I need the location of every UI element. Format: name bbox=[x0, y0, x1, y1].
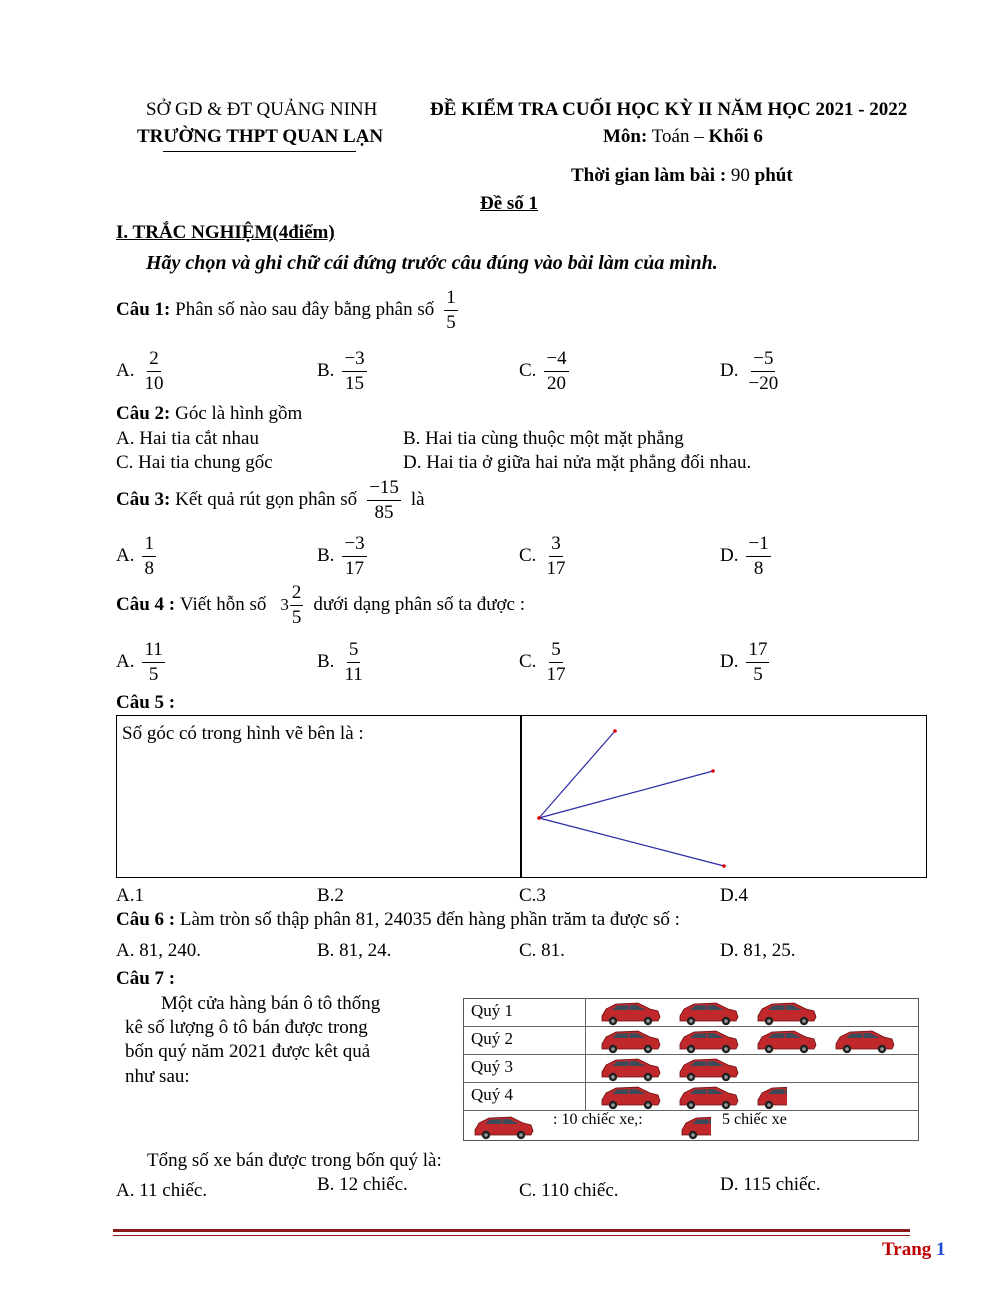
q4-whole: 3 bbox=[280, 595, 289, 614]
q7-option-c[interactable]: C. 110 chiếc. bbox=[519, 1180, 619, 1201]
time-value: 90 bbox=[730, 165, 750, 186]
option-fraction bbox=[544, 639, 567, 686]
q4-after: dưới dạng phân số ta được : bbox=[313, 594, 525, 615]
fraction-num: −3 bbox=[342, 348, 366, 372]
option-letter: C. bbox=[519, 651, 537, 672]
subject-name: Toán bbox=[651, 126, 690, 147]
page-number-value: 1 bbox=[936, 1239, 946, 1260]
fraction-den: 5 bbox=[753, 663, 763, 685]
option-fraction bbox=[544, 348, 568, 395]
time-label: Thời gian làm bài : bbox=[571, 165, 727, 186]
q3-option-a[interactable] bbox=[116, 526, 160, 586]
section-instruction: Hãy chọn và ghi chữ cái đứng trước câu đúng vào bài làm của mình. bbox=[146, 252, 718, 274]
fraction-den: −20 bbox=[748, 372, 779, 394]
footer-line-thin bbox=[113, 1235, 910, 1236]
q3-options bbox=[0, 526, 1000, 586]
option-fraction bbox=[544, 533, 567, 580]
q4-option-c[interactable] bbox=[519, 632, 571, 692]
q1-option-b[interactable] bbox=[317, 341, 371, 401]
grade: Khối 6 bbox=[708, 126, 763, 147]
option-letter: A. bbox=[116, 651, 135, 672]
option-letter: B. bbox=[317, 360, 335, 381]
q1-fraction bbox=[444, 287, 458, 334]
fraction-den: 8 bbox=[144, 557, 154, 579]
option-letter: D. bbox=[720, 360, 739, 381]
q1-label: Câu 1: bbox=[116, 299, 171, 320]
angle-figure bbox=[521, 716, 926, 877]
option-fraction bbox=[142, 639, 164, 686]
q6-text: Làm tròn số thập phân 81, 24035 đến hàng phần trăm ta được số : bbox=[179, 909, 680, 930]
q4-options bbox=[0, 632, 1000, 692]
q1-fraction-num: 1 bbox=[444, 287, 458, 311]
option-fraction bbox=[142, 348, 165, 395]
fraction-num: 5 bbox=[549, 639, 563, 663]
pictograph-svg bbox=[463, 998, 919, 1141]
q2-option-c[interactable]: C. Hai tia chung gốc bbox=[116, 452, 273, 473]
q1-option-c[interactable] bbox=[519, 341, 573, 401]
q2-label: Câu 2: bbox=[116, 403, 171, 424]
dept-name: SỞ GD & ĐT QUẢNG NINH bbox=[146, 99, 378, 120]
fraction-num: −5 bbox=[751, 348, 775, 372]
page-label: Trang bbox=[882, 1239, 932, 1260]
option-fraction bbox=[746, 348, 780, 395]
time-unit: phút bbox=[754, 165, 793, 186]
pictograph bbox=[463, 998, 919, 1141]
legend-half-text: 5 chiếc xe bbox=[722, 1111, 787, 1128]
q4-option-a[interactable] bbox=[116, 632, 169, 692]
q3-label: Câu 3: bbox=[116, 489, 171, 510]
fraction-num: 5 bbox=[347, 639, 361, 663]
q4-option-b[interactable] bbox=[317, 632, 369, 692]
fraction-num: −1 bbox=[746, 533, 770, 557]
fraction-den: 5 bbox=[148, 663, 159, 685]
section-title: I. TRẮC NGHIỆM(4điểm) bbox=[116, 222, 335, 243]
q5-option-b[interactable]: B.2 bbox=[317, 885, 344, 906]
q6-option-a[interactable]: A. 81, 240. bbox=[116, 940, 201, 961]
q4-text: Viết hỗn số bbox=[179, 594, 267, 615]
q3-fraction-den: 85 bbox=[374, 501, 394, 523]
subject-line bbox=[603, 126, 763, 148]
option-letter: D. bbox=[720, 545, 739, 566]
q1-option-a[interactable] bbox=[116, 341, 169, 401]
q6-option-d[interactable]: D. 81, 25. bbox=[720, 940, 796, 961]
q1-text: Phân số nào sau đây bằng phân số bbox=[175, 299, 435, 320]
q5-box-left bbox=[116, 715, 522, 878]
option-fraction bbox=[342, 639, 364, 686]
q6-option-b[interactable]: B. 81, 24. bbox=[317, 940, 392, 961]
q1-option-d[interactable] bbox=[720, 341, 784, 401]
q6-option-c[interactable]: C. 81. bbox=[519, 940, 565, 961]
q7-option-d[interactable]: D. 115 chiếc. bbox=[720, 1174, 821, 1195]
q7-text-line-1: Một cửa hàng bán ô tô thống bbox=[161, 993, 381, 1014]
fraction-den: 20 bbox=[547, 372, 567, 394]
q7-option-b[interactable]: B. 12 chiếc. bbox=[317, 1174, 408, 1195]
q2-stem bbox=[116, 403, 302, 425]
q2-option-d[interactable]: D. Hai tia ở giữa hai nửa mặt phẳng đối nhau. bbox=[403, 452, 752, 473]
fraction-den: 11 bbox=[344, 663, 363, 685]
q6-label: Câu 6 : bbox=[116, 909, 176, 930]
school-name: TRƯỜNG THPT QUAN LẠN bbox=[137, 126, 384, 147]
q4-fraction-num: 2 bbox=[290, 582, 304, 606]
q4-option-d[interactable] bbox=[720, 632, 773, 692]
q3-option-d[interactable] bbox=[720, 526, 775, 586]
exam-title: ĐỀ KIỂM TRA CUỐI HỌC KỲ II NĂM HỌC 2021 - 2022 bbox=[430, 99, 908, 120]
option-letter: D. bbox=[720, 651, 739, 672]
q3-option-b[interactable] bbox=[317, 526, 371, 586]
q1-stem bbox=[116, 285, 462, 335]
option-letter: A. bbox=[116, 360, 135, 381]
option-letter: C. bbox=[519, 360, 537, 381]
q3-text: Kết quả rút gọn phân số bbox=[175, 489, 358, 510]
q7-question: Tổng số xe bán được trong bốn quý là: bbox=[147, 1150, 442, 1171]
fraction-den: 17 bbox=[345, 557, 365, 579]
q5-option-a[interactable]: A.1 bbox=[116, 885, 144, 906]
q5-option-c[interactable]: C.3 bbox=[519, 885, 546, 906]
fraction-num: 3 bbox=[549, 533, 563, 557]
q3-option-c[interactable] bbox=[519, 526, 571, 586]
q7-text-line-4: như sau: bbox=[125, 1066, 190, 1087]
time-line bbox=[571, 165, 793, 187]
q2-option-b[interactable]: B. Hai tia cùng thuộc một mặt phẳng bbox=[403, 428, 684, 449]
fraction-num: −4 bbox=[544, 348, 568, 372]
q3-after: là bbox=[410, 489, 425, 510]
subject-dash: – bbox=[694, 126, 704, 147]
q4-fraction-den: 5 bbox=[291, 606, 302, 628]
legend-full-text: : 10 chiếc xe,: bbox=[553, 1111, 643, 1128]
row-label-q3: Quý 3 bbox=[471, 1057, 514, 1076]
option-fraction bbox=[142, 533, 156, 580]
q1-fraction-den: 5 bbox=[446, 311, 456, 333]
q4-stem bbox=[116, 580, 525, 630]
fraction-den: 8 bbox=[753, 557, 764, 579]
row-label-q2: Quý 2 bbox=[471, 1029, 514, 1048]
q3-stem bbox=[116, 475, 425, 525]
option-letter: A. bbox=[116, 545, 135, 566]
q7-label: Câu 7 : bbox=[116, 968, 176, 989]
q1-options bbox=[0, 341, 1000, 401]
row-label-q1: Quý 1 bbox=[471, 1001, 514, 1020]
q5-label: Câu 5 : bbox=[116, 692, 176, 713]
exam-code: Đề số 1 bbox=[480, 193, 539, 214]
fraction-den: 10 bbox=[144, 372, 164, 394]
q3-fraction bbox=[367, 477, 401, 524]
fraction-num: 2 bbox=[147, 348, 161, 372]
q7-option-a[interactable]: A. 11 chiếc. bbox=[116, 1180, 208, 1201]
subject-label: Môn: bbox=[603, 126, 648, 147]
q4-label: Câu 4 : bbox=[116, 594, 176, 615]
option-fraction bbox=[342, 533, 366, 580]
fraction-num: 11 bbox=[142, 639, 164, 663]
q2-option-a[interactable]: A. Hai tia cắt nhau bbox=[116, 428, 259, 449]
option-fraction bbox=[746, 533, 770, 580]
option-letter: B. bbox=[317, 545, 335, 566]
fraction-den: 15 bbox=[345, 372, 365, 394]
q5-box-text: Số góc có trong hình vẽ bên là : bbox=[122, 723, 364, 744]
option-letter: B. bbox=[317, 651, 335, 672]
fraction-num: −3 bbox=[342, 533, 366, 557]
school-underline bbox=[163, 151, 356, 152]
row-label-q4: Quý 4 bbox=[471, 1085, 514, 1104]
q5-option-d[interactable]: D.4 bbox=[720, 885, 748, 906]
footer-line-thick bbox=[113, 1229, 910, 1232]
option-fraction bbox=[746, 639, 769, 686]
fraction-den: 17 bbox=[546, 557, 566, 579]
q2-text: Góc là hình gồm bbox=[175, 403, 303, 424]
q6-stem bbox=[116, 909, 680, 931]
q5-box-figure bbox=[520, 715, 927, 878]
fraction-den: 17 bbox=[546, 663, 566, 685]
fraction-num: 1 bbox=[142, 533, 156, 557]
q7-text-line-3: bốn quý năm 2021 được kêt quả bbox=[125, 1041, 371, 1062]
q7-text-line-2: kê số lượng ô tô bán được trong bbox=[125, 1017, 368, 1038]
q4-fraction bbox=[290, 582, 304, 629]
fraction-num: 17 bbox=[746, 639, 769, 663]
option-letter: C. bbox=[519, 545, 537, 566]
option-fraction bbox=[342, 348, 366, 395]
page-number bbox=[882, 1239, 946, 1261]
q3-fraction-num: −15 bbox=[367, 477, 401, 501]
